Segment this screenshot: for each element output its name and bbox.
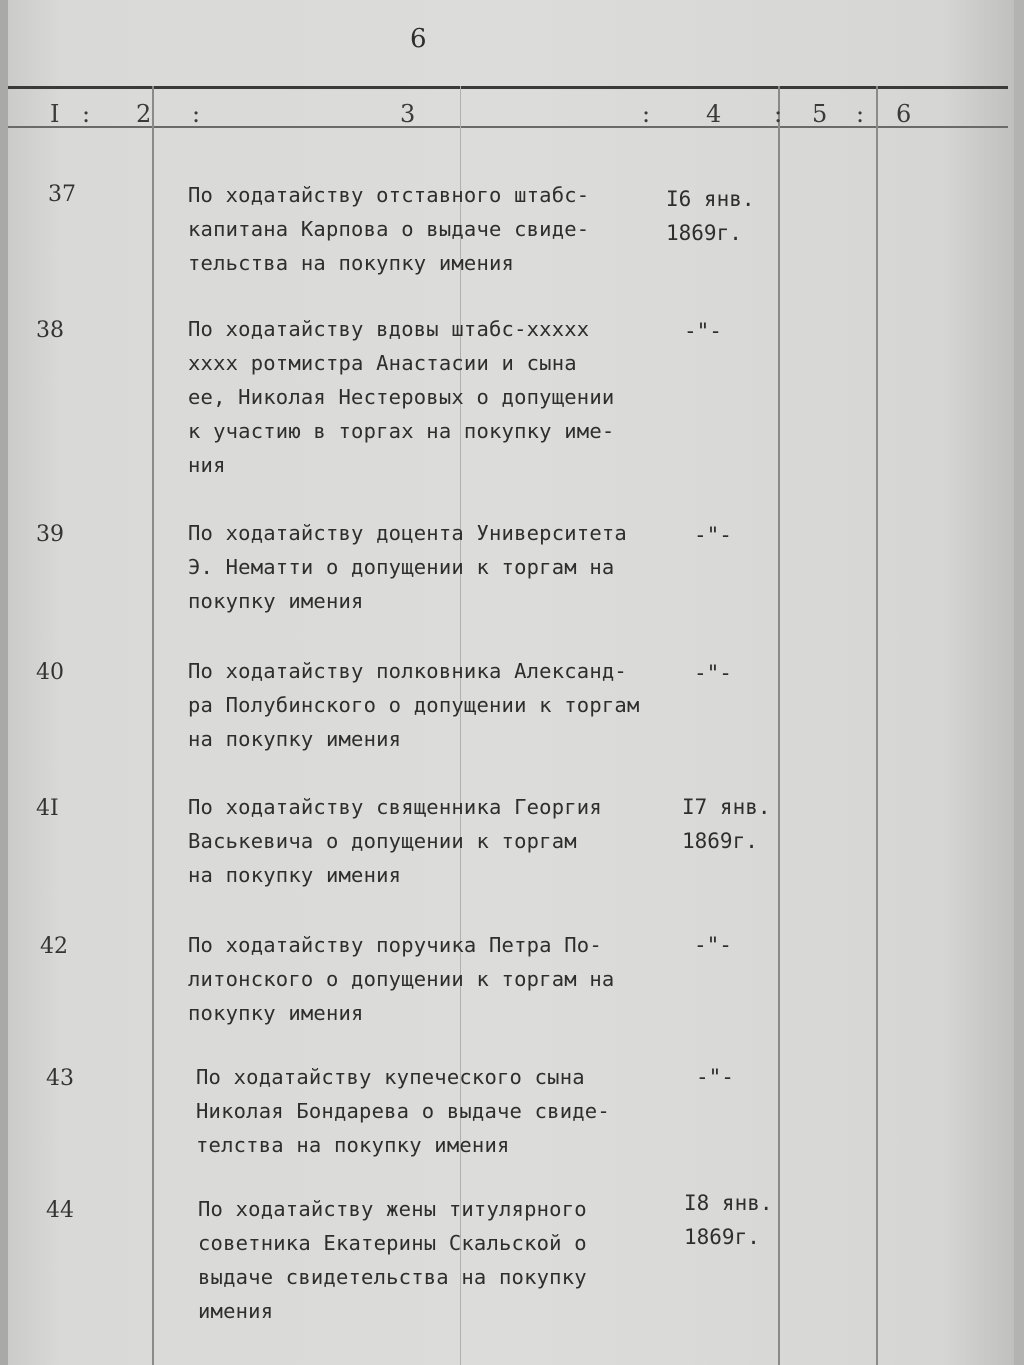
- entry-description: По ходатайству купеческого сына Николая Бондарева о выдаче свиде- телства на покупку имения: [196, 1065, 610, 1157]
- header-col-4: 4: [706, 100, 722, 128]
- header-col-3: 3: [400, 100, 416, 128]
- entry-description: По ходатайству священника Георгия Васькевича о допущении к торгам на покупку имения: [188, 795, 602, 887]
- entry-number: 37: [48, 182, 76, 207]
- entry-description: По ходатайству поручика Петра По- литонского о допущении к торгам на покупку имения: [188, 933, 615, 1025]
- header-sep-1: :: [82, 100, 91, 128]
- entry-number: 39: [36, 522, 64, 547]
- entry-number: 43: [46, 1066, 74, 1091]
- header-sep-3: :: [642, 100, 651, 128]
- column-divider-1: [152, 86, 154, 1365]
- header-col-2: 2: [136, 100, 152, 128]
- entry-number: 42: [40, 934, 68, 959]
- entry-number: 4I: [36, 796, 59, 821]
- entry-date: -"-: [694, 933, 732, 957]
- entry-description: По ходатайству отставного штабс- капитана Карпова о выдаче свиде- тельства на покупку имения: [188, 183, 590, 275]
- entry-description: По ходатайству жены титулярного советника Екатерины Скальской о выдаче свидетельства на покупку имения: [198, 1197, 587, 1323]
- column-divider-5: [876, 86, 878, 1365]
- header-col-1: I: [50, 100, 60, 128]
- page-left-edge: [0, 0, 8, 1365]
- page-number: 6: [410, 24, 427, 54]
- entry-number: 44: [46, 1198, 74, 1223]
- entry-date: I8 янв. 1869г.: [684, 1191, 773, 1249]
- page-right-edge: [1014, 0, 1024, 1365]
- header-sep-4: :: [774, 100, 783, 128]
- entry-description: По ходатайству полковника Александ- ра Полубинского о допущении к торгам на покупку имения: [188, 659, 640, 751]
- entry-number: 38: [36, 318, 64, 343]
- entry-date: I6 янв. 1869г.: [666, 187, 755, 245]
- entry-date: -"-: [694, 661, 732, 685]
- entry-date: -"-: [694, 523, 732, 547]
- entry-date: -"-: [696, 1065, 734, 1089]
- header-col-6: 6: [896, 100, 912, 128]
- entry-date: -"-: [684, 319, 722, 343]
- header-col-5: 5: [812, 100, 828, 128]
- entry-description: По ходатайству доцента Университета Э. Нематти о допущении к торгам на покупку имения: [188, 521, 627, 613]
- entry-number: 40: [36, 660, 64, 685]
- table-top-rule: [8, 86, 1008, 89]
- header-sep-2: :: [192, 100, 201, 128]
- entry-date: I7 янв. 1869г.: [682, 795, 771, 853]
- header-sep-5: :: [856, 100, 865, 128]
- column-divider-4: [778, 86, 780, 1365]
- entry-description: По ходатайству вдовы штабс-ххххх хххх ротмистра Анастасии и сына ее, Николая Нестеровых о допущении к участию в торгах на покупку име- ния: [188, 317, 615, 477]
